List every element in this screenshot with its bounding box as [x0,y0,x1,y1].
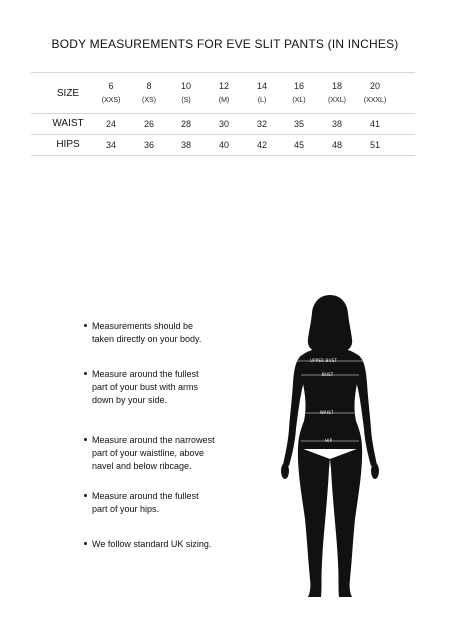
hips-row-label: HIPS [56,139,80,150]
size-number: 16 [293,81,304,91]
table-cell: 36 [143,140,154,150]
body-silhouette [272,293,388,599]
table-cell: 48 [331,140,342,150]
instruction-item [84,490,254,516]
instruction-item [84,538,254,551]
instruction-line: Measure around the fullest [92,369,199,379]
bullet-icon [84,324,87,327]
bullet-icon [84,372,87,375]
bullet-icon [84,494,87,497]
size-row [31,72,415,113]
size-number: 12 [218,81,229,91]
table-cell: 26 [143,119,154,129]
table-cell: 42 [256,140,267,150]
size-number: 8 [146,81,152,91]
table-cell: 38 [331,119,342,129]
table-cell: 34 [105,140,116,150]
upper-bust-label: UPPER BUST [310,358,337,363]
bullet-icon [84,438,87,441]
table-cell: 30 [218,119,229,129]
size-code: (S) [181,97,191,104]
table-cell: 35 [293,119,304,129]
waist-row-label: WAIST [52,118,84,129]
size-code: (L) [257,97,267,104]
size-number: 6 [108,81,114,91]
waist-label: WAIST [320,410,334,415]
instruction-line: down by your side. [92,394,168,405]
table-cell: 32 [256,119,267,129]
table-cell: 45 [293,140,304,150]
size-code: (XXL) [328,97,346,104]
table-cell: 38 [180,140,191,150]
table-cell: 28 [180,119,191,129]
instruction-line: Measure around the fullest [92,491,199,501]
size-number: 20 [369,81,380,91]
size-number: 14 [256,81,267,91]
table-cell: 51 [369,140,380,150]
page-title: BODY MEASUREMENTS FOR EVE SLIT PANTS (IN INCHES) [51,37,399,51]
instruction-item [84,434,254,472]
size-number: 10 [180,81,191,91]
instruction-line: We follow standard UK sizing. [92,539,212,549]
bust-label: BUST [322,372,334,377]
instruction-line: part of your bust with arms [92,381,199,392]
table-cell: 41 [369,119,380,129]
instruction-item [84,320,254,346]
size-number: 18 [331,81,342,91]
hip-label: HIP [325,438,333,443]
size-code: (M) [218,97,230,104]
waist-row [31,113,415,134]
table-cell: 24 [105,119,116,129]
size-code: (XXS) [101,97,121,104]
instruction-line: Measurements should be [92,321,194,331]
instruction-line: taken directly on your body. [92,333,202,344]
instruction-line: navel and below ribcage. [92,460,192,471]
hips-row [31,134,415,156]
table-cell: 40 [218,140,229,150]
size-code: (XXXL) [363,97,387,104]
size-code: (XS) [142,97,156,104]
size-code: (XL) [292,97,306,104]
instruction-item [84,368,254,406]
instruction-line: part of your hips. [92,503,160,514]
silhouette-graphic [272,293,388,599]
instruction-line: Measure around the narrowest [92,435,215,445]
instruction-line: part of your waistline, above [92,447,205,458]
bullet-icon [84,542,87,545]
size-row-label: SIZE [56,88,80,99]
size-chart-table [31,72,415,156]
